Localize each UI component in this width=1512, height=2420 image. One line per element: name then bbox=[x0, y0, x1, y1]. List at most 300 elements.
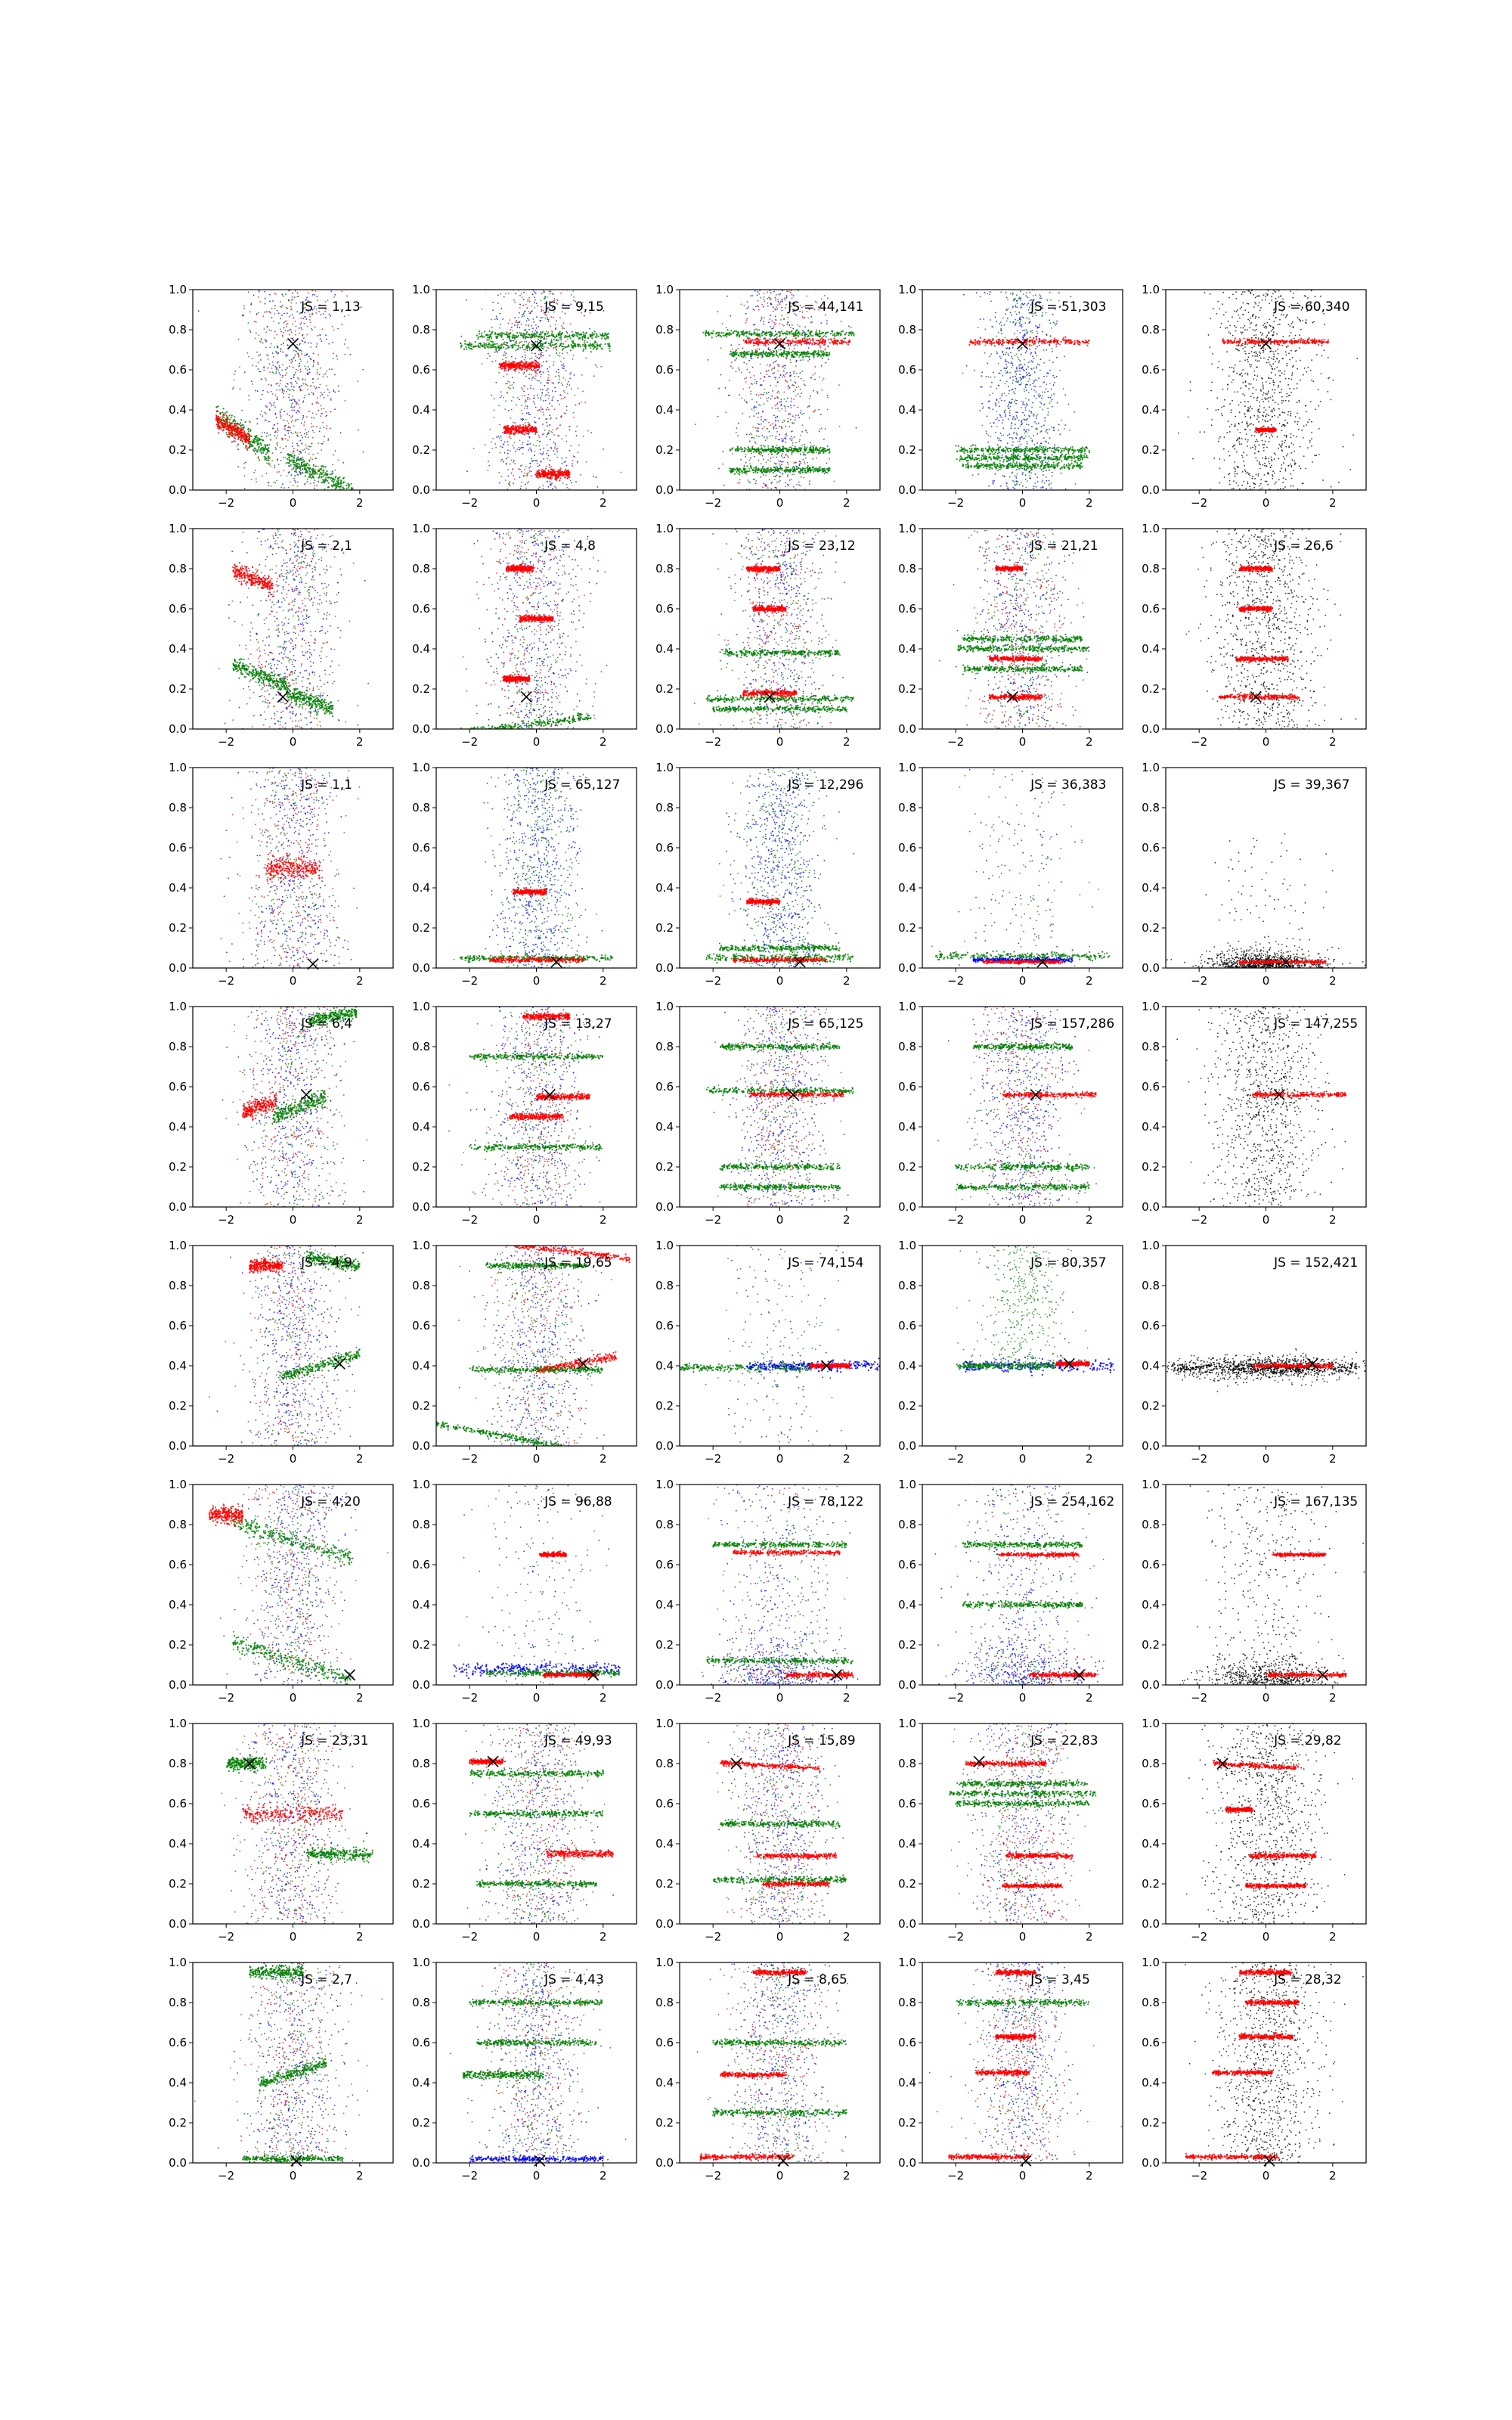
scatter-point bbox=[824, 335, 826, 337]
band-point bbox=[535, 363, 537, 365]
band-point bbox=[521, 433, 522, 434]
scatter-point bbox=[758, 300, 759, 302]
scatter-point bbox=[545, 396, 547, 397]
band-point bbox=[259, 459, 260, 461]
scatter-point bbox=[525, 304, 527, 306]
scatter-point bbox=[497, 294, 499, 296]
scatter-point bbox=[289, 394, 290, 396]
scatter-point bbox=[519, 312, 520, 314]
scatter-point bbox=[260, 414, 262, 415]
scatter-point bbox=[749, 441, 751, 442]
scatter-point bbox=[482, 309, 483, 310]
scatter-point bbox=[556, 457, 558, 458]
scatter-point bbox=[590, 432, 592, 433]
scatter-point bbox=[548, 409, 550, 411]
scatter-point bbox=[276, 389, 277, 391]
scatter-point bbox=[305, 384, 307, 386]
scatter-point bbox=[234, 374, 235, 375]
scatter-point bbox=[562, 482, 564, 484]
scatter-point bbox=[754, 405, 755, 407]
band-point bbox=[287, 458, 288, 460]
scatter-point bbox=[543, 458, 544, 460]
scatter-point bbox=[521, 405, 522, 406]
scatter-point bbox=[286, 391, 287, 392]
band-point bbox=[748, 330, 750, 332]
scatter-point bbox=[760, 384, 761, 386]
scatter-point bbox=[795, 389, 796, 391]
band-point bbox=[832, 334, 834, 336]
band-point bbox=[479, 343, 480, 344]
scatter-point bbox=[770, 326, 771, 327]
scatter-point bbox=[546, 466, 547, 467]
band-point bbox=[265, 454, 267, 455]
scatter-point bbox=[546, 422, 547, 424]
scatter-point bbox=[516, 405, 517, 406]
scatter-point bbox=[519, 399, 520, 400]
scatter-point bbox=[763, 324, 764, 325]
scatter-point bbox=[267, 326, 268, 327]
scatter-point bbox=[515, 321, 516, 323]
scatter-point bbox=[294, 480, 296, 482]
scatter-point bbox=[543, 414, 544, 416]
scatter-point bbox=[809, 358, 810, 360]
scatter-point bbox=[327, 425, 328, 427]
scatter-point bbox=[304, 323, 305, 324]
scatter-point bbox=[789, 387, 791, 389]
band-point bbox=[516, 345, 517, 346]
scatter-point bbox=[316, 426, 318, 427]
band-point bbox=[584, 335, 586, 337]
scatter-point bbox=[565, 413, 566, 414]
band-point bbox=[486, 339, 488, 340]
band-point bbox=[234, 438, 236, 439]
scatter-point bbox=[792, 467, 793, 469]
scatter-point bbox=[804, 444, 805, 445]
scatter-point bbox=[533, 445, 534, 446]
scatter-point bbox=[779, 304, 781, 306]
band-point bbox=[524, 434, 525, 436]
scatter-point bbox=[575, 405, 577, 406]
band-point bbox=[547, 331, 549, 333]
scatter-point bbox=[564, 412, 565, 414]
scatter-point bbox=[777, 408, 779, 409]
band-point bbox=[484, 346, 485, 348]
scatter-point bbox=[548, 321, 550, 322]
scatter-point bbox=[332, 326, 333, 327]
scatter-point bbox=[763, 474, 764, 476]
scatter-point bbox=[799, 461, 801, 462]
scatter-point bbox=[777, 365, 779, 366]
band-point bbox=[309, 467, 311, 469]
scatter-point bbox=[534, 307, 535, 309]
scatter-point bbox=[309, 319, 311, 321]
scatter-point bbox=[776, 482, 778, 483]
band-point bbox=[527, 426, 528, 427]
band-point bbox=[564, 337, 565, 338]
band-point bbox=[609, 347, 610, 349]
scatter-point bbox=[277, 428, 278, 430]
scatter-point bbox=[558, 369, 559, 371]
band-point bbox=[245, 447, 246, 448]
band-point bbox=[303, 461, 305, 462]
band-point bbox=[567, 477, 569, 479]
scatter-point bbox=[265, 298, 266, 299]
scatter-point bbox=[275, 448, 277, 450]
scatter-point bbox=[299, 440, 301, 442]
scatter-point bbox=[810, 316, 812, 318]
band-point bbox=[244, 436, 246, 438]
scatter-point bbox=[500, 313, 501, 315]
scatter-point bbox=[333, 296, 335, 298]
band-point bbox=[331, 471, 333, 473]
scatter-point bbox=[766, 398, 767, 399]
scatter-point bbox=[498, 405, 500, 407]
band-point bbox=[248, 428, 249, 430]
band-point bbox=[225, 426, 226, 427]
scatter-point bbox=[725, 411, 727, 413]
scatter-point bbox=[775, 324, 776, 325]
scatter-point bbox=[291, 331, 293, 333]
band-point bbox=[522, 333, 524, 334]
scatter-point bbox=[523, 349, 525, 351]
scatter-point bbox=[542, 485, 544, 486]
scatter-point bbox=[785, 454, 787, 455]
scatter-point bbox=[525, 355, 526, 356]
scatter-point bbox=[321, 449, 322, 451]
scatter-point bbox=[278, 464, 280, 465]
scatter-point bbox=[801, 476, 802, 478]
scatter-point bbox=[287, 355, 289, 356]
band-point bbox=[839, 333, 841, 334]
scatter-point bbox=[528, 441, 529, 442]
scatter-point bbox=[772, 424, 773, 425]
band-point bbox=[761, 334, 763, 336]
scatter-point bbox=[770, 318, 771, 320]
scatter-point bbox=[770, 385, 771, 386]
scatter-point bbox=[531, 451, 532, 453]
scatter-point bbox=[333, 389, 334, 391]
scatter-point bbox=[596, 366, 598, 368]
band-point bbox=[231, 426, 233, 427]
scatter-point bbox=[313, 361, 314, 362]
scatter-point bbox=[786, 290, 788, 292]
band-point bbox=[566, 336, 568, 337]
y-tick-label: 0.0 bbox=[412, 483, 430, 497]
scatter-point bbox=[249, 399, 250, 401]
scatter-point bbox=[278, 322, 280, 324]
scatter-point bbox=[350, 354, 352, 355]
band-point bbox=[460, 345, 462, 346]
scatter-point bbox=[779, 434, 780, 436]
scatter-point bbox=[792, 474, 793, 476]
scatter-point bbox=[780, 399, 782, 400]
band-point bbox=[293, 461, 294, 463]
scatter-point bbox=[525, 310, 526, 312]
band-point bbox=[266, 445, 268, 446]
scatter-point bbox=[556, 347, 557, 349]
band-point bbox=[507, 431, 509, 433]
scatter-point bbox=[767, 436, 768, 438]
band-point bbox=[319, 475, 321, 476]
band-point bbox=[587, 337, 589, 339]
scatter-point bbox=[537, 394, 538, 396]
scatter-point bbox=[779, 293, 781, 295]
scatter-point bbox=[547, 380, 549, 381]
scatter-point bbox=[531, 377, 533, 379]
scatter-point bbox=[827, 445, 829, 447]
scatter-point bbox=[751, 437, 752, 439]
scatter-point bbox=[525, 405, 526, 407]
scatter-point bbox=[330, 398, 332, 399]
scatter-point bbox=[777, 304, 779, 306]
band-point bbox=[223, 420, 225, 421]
scatter-point bbox=[748, 468, 750, 470]
scatter-point bbox=[276, 369, 277, 371]
scatter-point bbox=[562, 363, 564, 365]
scatter-point bbox=[286, 326, 287, 327]
scatter-point bbox=[546, 330, 547, 332]
band-point bbox=[726, 336, 727, 337]
band-point bbox=[296, 466, 297, 467]
scatter-point bbox=[798, 485, 800, 486]
band-point bbox=[713, 330, 714, 332]
band-point bbox=[584, 346, 586, 347]
scatter-point bbox=[334, 408, 336, 410]
scatter-point bbox=[293, 375, 295, 377]
scatter-point bbox=[518, 447, 519, 448]
scatter-point bbox=[345, 339, 346, 340]
band-point bbox=[325, 477, 327, 479]
scatter-point bbox=[750, 458, 751, 459]
scatter-point bbox=[528, 319, 530, 321]
scatter-point bbox=[522, 296, 523, 298]
scatter-point bbox=[500, 440, 502, 442]
scatter-point bbox=[807, 462, 808, 464]
scatter-point bbox=[521, 387, 522, 389]
scatter-point bbox=[522, 413, 523, 414]
scatter-point bbox=[793, 295, 795, 296]
scatter-point bbox=[304, 397, 305, 399]
scatter-point bbox=[296, 443, 298, 445]
scatter-point bbox=[528, 481, 529, 482]
scatter-point bbox=[508, 387, 510, 389]
scatter-point bbox=[547, 425, 548, 427]
band-point bbox=[570, 337, 572, 339]
band-point bbox=[537, 341, 538, 343]
band-point bbox=[234, 435, 236, 436]
scatter-point bbox=[523, 292, 525, 293]
scatter-point bbox=[362, 369, 364, 371]
scatter-point bbox=[780, 349, 782, 351]
band-point bbox=[544, 471, 545, 473]
scatter-point bbox=[304, 366, 305, 368]
band-point bbox=[515, 425, 516, 427]
scatter-point bbox=[560, 293, 562, 294]
band-point bbox=[590, 347, 591, 349]
band-point bbox=[314, 469, 316, 470]
band-point bbox=[551, 333, 553, 334]
band-point bbox=[300, 458, 302, 459]
scatter-point bbox=[266, 406, 268, 408]
y-tick-label: 0.0 bbox=[169, 483, 187, 497]
band-point bbox=[564, 470, 565, 472]
scatter-point bbox=[301, 385, 302, 386]
scatter-point bbox=[302, 457, 304, 458]
band-point bbox=[309, 476, 311, 478]
scatter-point bbox=[517, 327, 519, 328]
scatter-point bbox=[519, 469, 521, 470]
band-point bbox=[472, 346, 474, 347]
band-point bbox=[542, 331, 544, 333]
scatter-point bbox=[507, 449, 509, 451]
scatter-point bbox=[333, 390, 335, 392]
band-point bbox=[514, 338, 516, 340]
scatter-point bbox=[290, 382, 292, 383]
scatter-point bbox=[798, 482, 800, 483]
scatter-point bbox=[329, 392, 330, 393]
scatter-point bbox=[778, 420, 779, 422]
scatter-point bbox=[280, 383, 281, 384]
scatter-point bbox=[277, 445, 278, 446]
scatter-point bbox=[730, 365, 732, 367]
scatter-point bbox=[270, 439, 271, 441]
scatter-point bbox=[754, 329, 755, 330]
band-point bbox=[325, 473, 327, 475]
band-point bbox=[544, 343, 545, 344]
scatter-point bbox=[532, 331, 534, 333]
scatter-point bbox=[801, 431, 803, 433]
band-point bbox=[237, 429, 238, 430]
band-point bbox=[231, 422, 233, 424]
band-point bbox=[514, 427, 516, 428]
scatter-point bbox=[363, 451, 364, 453]
band-point bbox=[505, 368, 507, 369]
scatter-point bbox=[274, 436, 276, 437]
scatter-point bbox=[280, 374, 281, 376]
scatter-point bbox=[542, 434, 544, 436]
scatter-point bbox=[746, 377, 748, 379]
scatter-point bbox=[357, 380, 358, 382]
scatter-point bbox=[773, 311, 774, 312]
band-point bbox=[482, 336, 483, 337]
scatter-point bbox=[491, 442, 492, 443]
scatter-point bbox=[785, 486, 786, 488]
scatter-point bbox=[526, 321, 528, 322]
scatter-point bbox=[528, 311, 529, 312]
band-point bbox=[834, 333, 835, 334]
scatter-point bbox=[785, 442, 786, 443]
scatter-point bbox=[584, 315, 585, 317]
scatter-point bbox=[770, 315, 771, 316]
scatter-point bbox=[332, 342, 333, 343]
scatter-point bbox=[766, 371, 767, 372]
band-point bbox=[526, 346, 528, 347]
scatter-point bbox=[299, 432, 301, 433]
scatter-point bbox=[269, 371, 271, 373]
scatter-point bbox=[546, 436, 547, 438]
scatter-point bbox=[776, 294, 777, 296]
band-point bbox=[215, 414, 217, 416]
scatter-point bbox=[309, 368, 311, 370]
scatter-point bbox=[311, 459, 313, 461]
scatter-point bbox=[786, 435, 788, 436]
scatter-point bbox=[782, 473, 784, 475]
scatter-point bbox=[501, 396, 503, 397]
scatter-point bbox=[233, 387, 234, 389]
y-tick-label: 0.4 bbox=[412, 403, 430, 417]
band-point bbox=[565, 472, 566, 473]
band-point bbox=[541, 343, 543, 344]
scatter-point bbox=[531, 380, 532, 381]
scatter-point bbox=[773, 428, 774, 430]
scatter-point bbox=[761, 394, 763, 396]
band-point bbox=[517, 345, 519, 346]
scatter-point bbox=[531, 374, 532, 376]
scatter-point bbox=[534, 333, 535, 334]
band-point bbox=[248, 430, 249, 432]
scatter-point bbox=[752, 309, 754, 310]
scatter-point bbox=[828, 358, 829, 360]
band-point bbox=[510, 433, 511, 435]
scatter-point bbox=[725, 387, 727, 389]
band-point bbox=[226, 411, 228, 413]
scatter-point bbox=[523, 299, 525, 300]
scatter-point bbox=[324, 441, 325, 442]
scatter-point bbox=[785, 426, 786, 427]
scatter-point bbox=[512, 377, 513, 378]
scatter-point bbox=[311, 328, 312, 330]
scatter-point bbox=[530, 466, 531, 467]
band-point bbox=[565, 476, 566, 478]
scatter-point bbox=[795, 344, 797, 346]
scatter-point bbox=[540, 389, 541, 390]
scatter-point bbox=[277, 396, 278, 398]
scatter-point bbox=[785, 374, 786, 375]
scatter-point bbox=[256, 478, 257, 479]
band-point bbox=[257, 449, 259, 451]
band-point bbox=[519, 362, 521, 364]
band-point bbox=[482, 346, 484, 347]
scatter-point bbox=[293, 358, 294, 359]
scatter-point bbox=[284, 420, 285, 421]
scatter-point bbox=[746, 434, 748, 436]
band-point bbox=[499, 363, 500, 365]
band-point bbox=[560, 467, 562, 469]
band-point bbox=[513, 334, 514, 336]
band-point bbox=[583, 349, 584, 350]
scatter-point bbox=[337, 460, 339, 461]
scatter-point bbox=[255, 338, 256, 340]
band-point bbox=[231, 434, 232, 436]
scatter-point bbox=[517, 397, 519, 399]
scatter-point bbox=[304, 342, 305, 343]
scatter-point bbox=[492, 438, 494, 439]
scatter-point bbox=[292, 396, 293, 397]
scatter-point bbox=[822, 380, 823, 381]
scatter-point bbox=[739, 369, 740, 371]
scatter-point bbox=[289, 359, 290, 361]
band-point bbox=[541, 473, 543, 475]
scatter-point bbox=[271, 404, 272, 405]
scatter-point bbox=[534, 455, 535, 456]
scatter-point bbox=[792, 415, 794, 417]
scatter-point bbox=[722, 323, 723, 324]
scatter-point bbox=[500, 461, 502, 462]
band-point bbox=[299, 468, 301, 470]
scatter-point bbox=[781, 401, 782, 402]
band-point bbox=[547, 334, 548, 335]
band-point bbox=[544, 473, 546, 474]
